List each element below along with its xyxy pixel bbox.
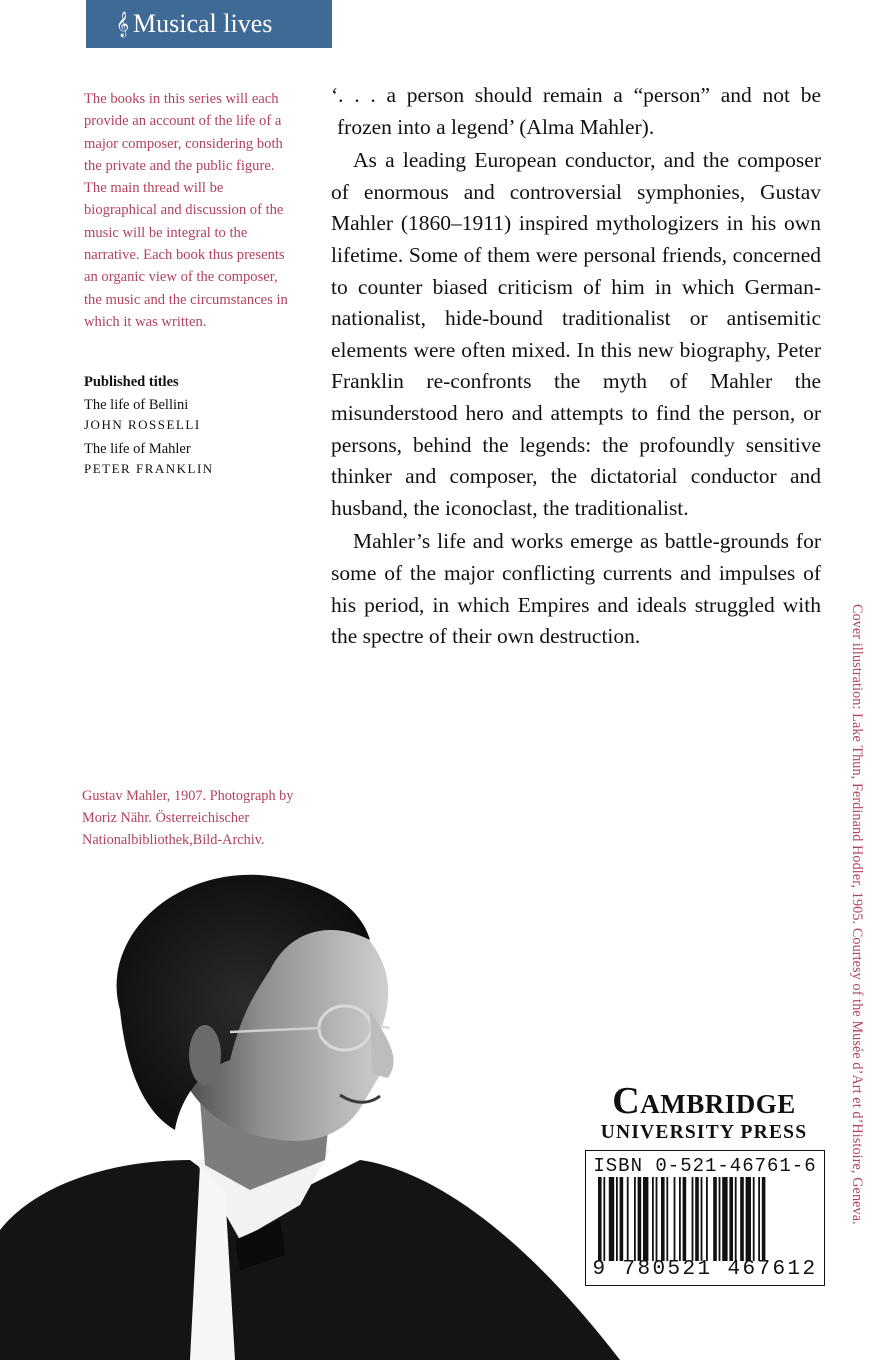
barcode-bar	[746, 1177, 751, 1261]
epigraph-quote: ‘. . . a person should remain a “person” and not be frozen into a legend’ (Alma Mahler).	[331, 83, 821, 139]
barcode-bar	[692, 1177, 694, 1261]
series-label: Musical lives	[133, 9, 273, 38]
description-paragraph: As a leading European conductor, and the composer of enormous and controversial symphonies, Gustav Mahler (1860–1911) inspired mythologizers in his own lifetime. Some of them were personal friends, concerned to counter biased criticism of him in which German-nationalist, hide-bound traditionalist or antisemitic elements were often mixed. In this new biography, Peter Franklin re-confronts the myth of Mahler the misunderstood hero and attempts to find the person, or persons, behind the legends: the profoundly sensitive thinker and composer, the dictatorial conductor and husband, the iconoclast, the traditionalist.	[331, 148, 821, 520]
published-titles-heading: Published titles	[84, 374, 179, 390]
barcode-bars	[596, 1177, 816, 1261]
treble-clef-icon: 𝄞	[116, 11, 130, 37]
barcode-bar	[729, 1177, 733, 1261]
barcode-bar	[758, 1177, 760, 1261]
publisher-press: UNIVERSITY PRESS	[600, 1122, 808, 1143]
barcode-bar	[753, 1177, 755, 1261]
barcode-bar	[656, 1177, 658, 1261]
barcode-bar	[679, 1177, 681, 1261]
isbn-barcode	[585, 1150, 825, 1286]
barcode-bar	[666, 1177, 668, 1261]
description-paragraph: Mahler’s life and works emerge as battle-grounds for some of the major conflicting currents and impulses of his period, in which Empires and ideals struggled with the spectre of their own destruction.	[331, 529, 821, 649]
barcode-bar	[701, 1177, 703, 1261]
series-blurb: The books in this series will each provide an account of the life of a major composer, considering both the private and the public figure. The main thread will be biographical and discussion of the music will be integral to the narrative. Each book thus presents an organic view of the composer, the music and the circumstances in which it was written.	[84, 91, 288, 330]
barcode-bar	[609, 1177, 614, 1261]
barcode-bar	[620, 1177, 624, 1261]
barcode-bar	[652, 1177, 654, 1261]
book-description	[331, 80, 821, 653]
published-author: PETER FRANKLIN	[84, 461, 214, 476]
barcode-bar	[695, 1177, 699, 1261]
barcode-bar	[603, 1177, 605, 1261]
publisher-logo	[584, 1082, 824, 1144]
barcode-bar	[634, 1177, 636, 1261]
barcode-bar	[762, 1177, 766, 1261]
series-badge	[86, 0, 332, 48]
cover-illustration-credit: Cover illustration: Lake Thun, Ferdinand Hodler, 1905. Courtesy of the Musée d’Art et d’Histoire, Geneva.	[849, 604, 865, 1225]
barcode-bar	[719, 1177, 721, 1261]
barcode-number: 9 780521 467612	[592, 1258, 818, 1281]
barcode-bar	[598, 1177, 602, 1261]
barcode-bar	[722, 1177, 727, 1261]
barcode-bar	[740, 1177, 744, 1261]
barcode-bar	[683, 1177, 687, 1261]
barcode-bar	[713, 1177, 717, 1261]
publisher-name: Cambridge	[612, 1080, 796, 1122]
photo-caption: Gustav Mahler, 1907. Photograph by Moriz Nähr. Österreichischer Nationalbibliothek,Bild-Archiv.	[82, 788, 294, 848]
published-author: JOHN ROSSELLI	[84, 417, 201, 432]
mahler-portrait-photo	[0, 860, 620, 1360]
published-title: The life of Bellini	[84, 397, 189, 413]
barcode-bar	[638, 1177, 642, 1261]
published-title: The life of Mahler	[84, 441, 191, 457]
barcode-bar	[627, 1177, 629, 1261]
barcode-bar	[661, 1177, 665, 1261]
barcode-bar	[674, 1177, 676, 1261]
published-titles	[84, 374, 314, 484]
barcode-bar	[735, 1177, 737, 1261]
barcode-bar	[706, 1177, 708, 1261]
barcode-bar	[643, 1177, 648, 1261]
barcode-bar	[616, 1177, 618, 1261]
isbn-label: ISBN 0-521-46761-6	[593, 1155, 817, 1177]
